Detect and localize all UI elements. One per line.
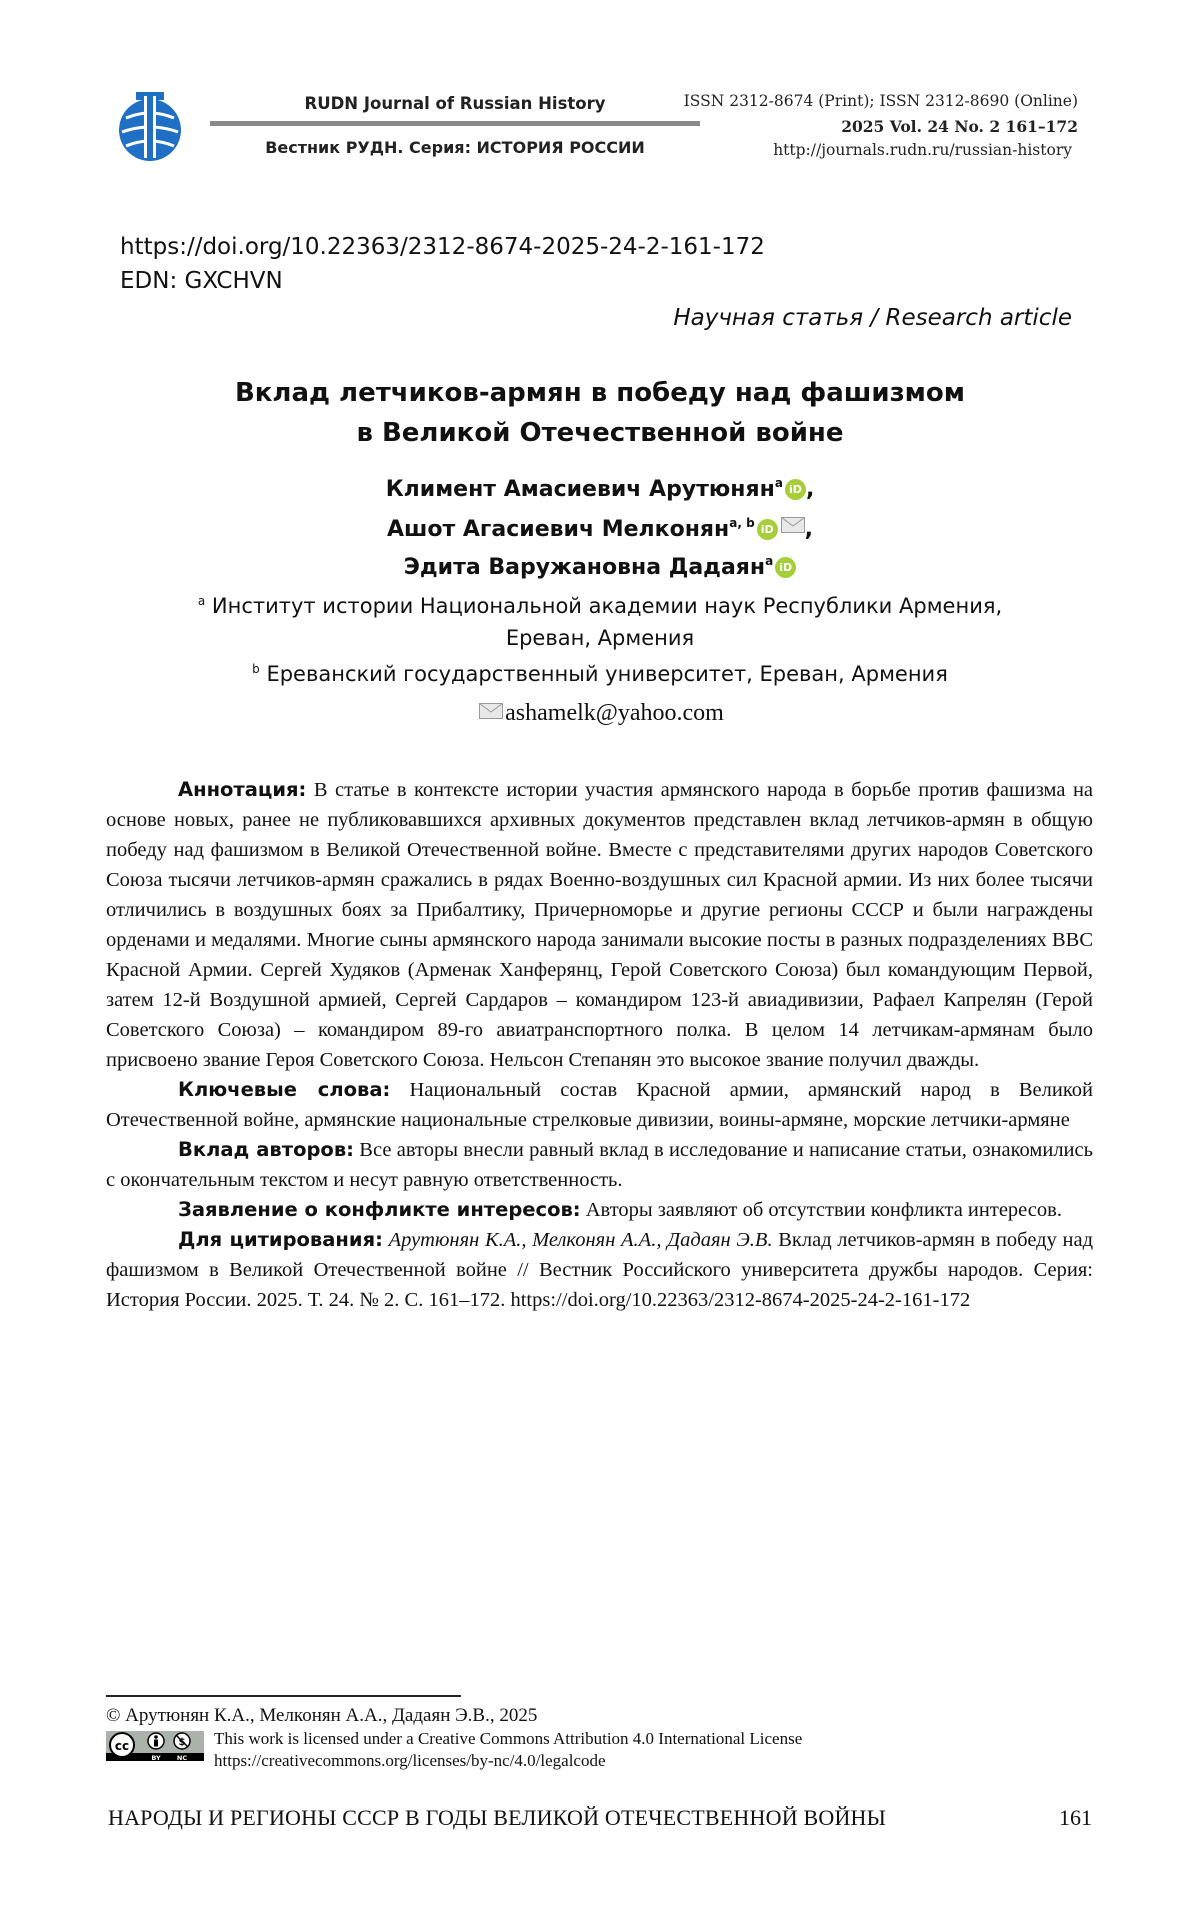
author-2 (100, 516, 1100, 542)
abstract-block (106, 775, 1093, 1315)
rudn-logo-icon (108, 88, 192, 164)
affil-a-line2: Ереван, Армения (100, 626, 1100, 650)
orcid-icon[interactable]: iD (757, 519, 778, 540)
license-text: This work is licensed under a Creative Commons Attribution 4.0 International License (214, 1729, 802, 1749)
conflict-text: Авторы заявляют об отсутствии конфликта интересов. (586, 1199, 1062, 1221)
contribution-text: Все авторы внесли равный вклад в исследование и написание статьи, ознакомились с окончательным текстом и несут равную ответственность. (106, 1139, 1093, 1191)
citation-paragraph (106, 1225, 1093, 1315)
email-link[interactable]: ashamelk@yahoo.com (505, 700, 724, 726)
keywords-paragraph (106, 1075, 1093, 1135)
affil-mark: a (198, 594, 205, 608)
orcid-icon[interactable]: iD (775, 557, 796, 578)
edn: EDN: GXCHVN (120, 268, 283, 294)
abstract-label: Аннотация: (178, 778, 306, 801)
copyright: © Арутюнян К.А., Мелконян А.А., Дадаян Э.В., 2025 (106, 1705, 537, 1727)
author-name: Климент Амасиевич Арутюнян (386, 477, 775, 502)
abstract-paragraph (106, 775, 1093, 1075)
author-sep: , (805, 517, 813, 542)
author-3 (100, 554, 1100, 580)
cc-license-badge-icon[interactable] (106, 1731, 204, 1761)
running-footer: НАРОДЫ И РЕГИОНЫ СССР В ГОДЫ ВЕЛИКОЙ ОТЕЧЕСТВЕННОЙ ВОЙНЫ (108, 1805, 886, 1831)
article-type: Научная статья / Research article (673, 305, 1072, 331)
page-number: 161 (1059, 1805, 1092, 1831)
author-affil-mark: a (765, 554, 773, 568)
journal-url[interactable]: http://journals.rudn.ru/russian-history (773, 141, 1072, 159)
affil-a-line1: Институт истории Национальной академии наук Республики Армения, (212, 594, 1002, 618)
email-line (100, 700, 1100, 727)
author-1 (100, 476, 1100, 502)
conflict-paragraph (106, 1195, 1093, 1225)
svg-text:$: $ (179, 1737, 186, 1748)
author-affil-mark: a, b (729, 516, 754, 530)
contribution-label: Вклад авторов: (178, 1138, 354, 1161)
conflict-label: Заявление о конфликте интересов: (178, 1198, 581, 1221)
doi-link[interactable]: https://doi.org/10.22363/2312-8674-2025-24-2-161-172 (120, 234, 765, 260)
affil-b-line: Ереванский государственный университет, Ереван, Армения (266, 662, 947, 686)
footnote-rule (106, 1695, 461, 1697)
journal-name-en: RUDN Journal of Russian History (210, 94, 700, 113)
author-name: Ашот Агасиевич Мелконян (387, 517, 729, 542)
volume-info: 2025 Vol. 24 No. 2 161–172 (841, 117, 1078, 136)
orcid-icon[interactable]: iD (785, 479, 806, 500)
keywords-text: Национальный состав Красной армии, армянский народ в Великой Отечественной войне, армянские национальные стрелковые дивизии, воины-армяне, морские летчики-армяне (106, 1079, 1093, 1131)
issn: ISSN 2312-8674 (Print); ISSN 2312-8690 (Online) (684, 92, 1078, 110)
abstract-text: В статье в контексте истории участия армянского народа в борьбе против фашизма на основе новых, ранее не публиковавшихся архивных документов представлен вклад летчиков-армян в общую победу над фашизмом в Великой Отечественной войне. Вместе с представителями других народов Советского Союза тысячи летчиков-армян сражались в рядах Военно-воздушных сил Красной армии. Из них более тысячи отличились в воздушных боях за Прибалтику, Причерноморье и другие регионы СССР и были награждены орденами и медалями. Многие сыны армянского народа занимали высокие посты в разных подразделениях ВВС Красной Армии. Сергей Худяков (Арменак Ханферянц, Герой Советского Союза) был командующим Первой, затем 12-й Воздушной армией, Сергей Сардаров – командиром 123-й авиадивизии, Рафаел Капрелян (Герой Советского Союза) – командиром 89-го авиатранспортного полка. В целом 14 летчикам-армянам было присвоено звание Героя Советского Союза. Нельсон Степанян это высокое звание получил дважды. (106, 779, 1093, 1071)
cc-by-text: BY (151, 1754, 161, 1761)
contribution-paragraph (106, 1135, 1093, 1195)
affiliation-a (100, 594, 1100, 618)
cc-nc-text: NC (177, 1754, 187, 1761)
header-rule (210, 121, 700, 126)
article-title-line2: в Великой Отечественной войне (100, 418, 1100, 448)
citation-text: Вклад летчиков-армян в победу над фашизмом в Великой Отечественной войне // Вестник Российского университета дружбы народов. Серия: История России. 2025. Т. 24. № 2. С. 161–172. https://doi.org/10.22363/2312-8674-2025-24-2-161-172 (106, 1229, 1093, 1311)
affiliation-b (100, 662, 1100, 686)
affil-mark: b (252, 662, 260, 676)
citation-authors: Арутюнян К.А., Мелконян А.А., Дадаян Э.В. (389, 1229, 773, 1251)
author-sep: , (806, 477, 814, 502)
envelope-icon (479, 703, 503, 719)
envelope-icon[interactable] (781, 517, 805, 533)
keywords-label: Ключевые слова: (178, 1078, 390, 1101)
license-url[interactable]: https://creativecommons.org/licenses/by-nc/4.0/legalcode (214, 1751, 606, 1771)
author-affil-mark: a (775, 476, 783, 490)
article-title-line1: Вклад летчиков-армян в победу над фашизмом (100, 378, 1100, 408)
cc-text: cc (115, 1739, 129, 1753)
journal-name-ru: Вестник РУДН. Серия: ИСТОРИЯ РОССИИ (210, 138, 700, 157)
author-name: Эдита Варужановна Дадаян (404, 555, 765, 580)
citation-label: Для цитирования: (178, 1228, 383, 1251)
